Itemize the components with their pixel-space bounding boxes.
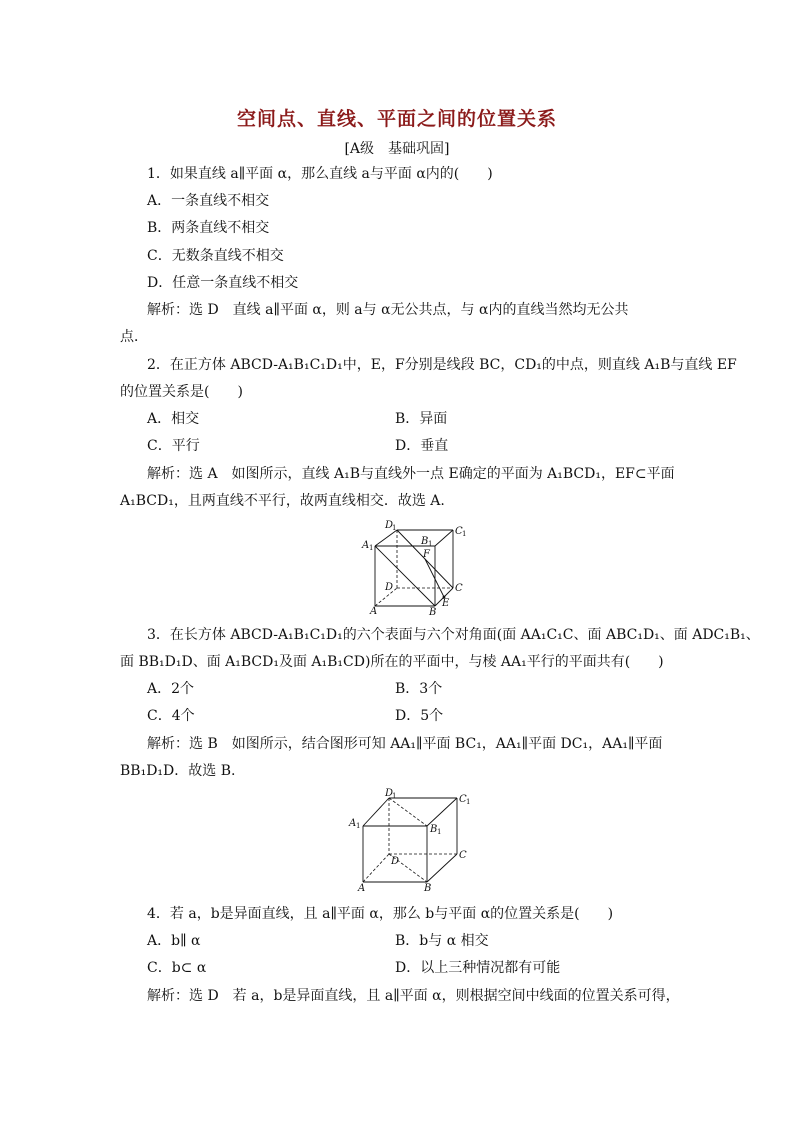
cube-figure-1 [355,518,475,618]
label-b1: B [421,536,429,547]
svg-text:1: 1 [392,524,397,532]
label-f: F [423,549,430,560]
q3-analysis: 解析：选 B 如图所示，结合图形可知 AA₁∥平面 BC₁，AA₁∥平面 DC₁，AA₁∥平面 [147,736,663,752]
label-b1: B [430,824,438,835]
label-d: D [385,582,394,593]
label-b: B [424,883,432,894]
q3-option-c: C．4个 [147,708,195,724]
section-subtitle: [A级 基础巩固] [344,141,450,157]
label-a: A [370,606,378,617]
q3-option-d: D．5个 [395,708,444,724]
q1-option-a: A．一条直线不相交 [147,193,270,209]
label-d: D [391,856,400,867]
q2-option-d: D．垂直 [395,438,449,454]
q3-stem-cont: 面 BB₁D₁D、面 A₁BCD₁及面 A₁B₁CD)所在的平面中，与棱 AA₁平行的平面共有( ) [120,654,664,670]
q2-option-a: A．相交 [147,411,200,427]
label-a1: A [349,818,357,829]
svg-text:1: 1 [369,544,374,552]
label-b: B [429,607,437,618]
label-a: A [358,883,366,894]
q2-option-c: C．平行 [147,438,200,454]
label-a1: A [362,540,370,551]
q1-option-b: B．两条直线不相交 [147,220,270,236]
svg-text:1: 1 [356,822,361,830]
page-title: 空间点、直线、平面之间的位置关系 [236,108,557,130]
q2-analysis-cont: A₁BCD₁，且两直线不平行，故两直线相交．故选 A. [120,493,445,509]
svg-text:1: 1 [462,530,467,538]
q2-stem: 2．在正方体 ABCD-A₁B₁C₁D₁中，E，F分别是线段 BC，CD₁的中点，则直线 A₁B与直线 EF [147,357,737,373]
svg-text:1: 1 [428,540,433,548]
label-c1: C [455,526,463,537]
q2-stem-cont: 的位置关系是( ) [120,384,243,400]
label-d1: D [385,788,394,799]
q4-option-c: C．b⊂ α [147,960,207,976]
q3-analysis-cont: BB₁D₁D．故选 B. [120,763,236,779]
q4-option-a: A．b∥ α [147,933,201,949]
q1-analysis-cont: 点． [120,329,148,345]
label-e: E [442,598,450,609]
q1-stem: 1．如果直线 a∥平面 α，那么直线 a与平面 α内的( ) [147,166,493,182]
label-c: C [455,583,463,594]
box-figure-2 [345,786,480,894]
q1-analysis: 解析：选 D 直线 a∥平面 α，则 a与 α无公共点，与 α内的直线当然均无公共 [147,302,629,318]
svg-text:1: 1 [392,792,397,800]
q1-option-c: C．无数条直线不相交 [147,248,284,264]
q1-option-d: D．任意一条直线不相交 [147,275,299,291]
q4-option-d: D．以上三种情况都有可能 [395,960,561,976]
q3-option-b: B．3个 [395,681,443,697]
q4-option-b: B．b与 α 相交 [395,933,489,949]
label-d1: D [385,520,394,531]
svg-text:1: 1 [437,828,442,836]
svg-text:1: 1 [466,798,471,806]
q4-stem: 4．若 a，b是异面直线，且 a∥平面 α，那么 b与平面 α的位置关系是( ) [147,906,614,922]
q3-option-a: A．2个 [147,681,195,697]
q2-option-b: B．异面 [395,411,448,427]
label-c1: C [459,794,467,805]
q2-analysis: 解析：选 A 如图所示，直线 A₁B与直线外一点 E确定的平面为 A₁BCD₁，EF⊂平面 [147,466,675,482]
q3-stem: 3．在长方体 ABCD-A₁B₁C₁D₁的六个表面与六个对角面(面 AA₁C₁C、面 ABC₁D₁、面 ADC₁B₁、 [147,627,760,643]
q4-analysis: 解析：选 D 若 a，b是异面直线，且 a∥平面 α，则根据空间中线面的位置关系可得， [147,988,680,1004]
label-c: C [459,850,467,861]
